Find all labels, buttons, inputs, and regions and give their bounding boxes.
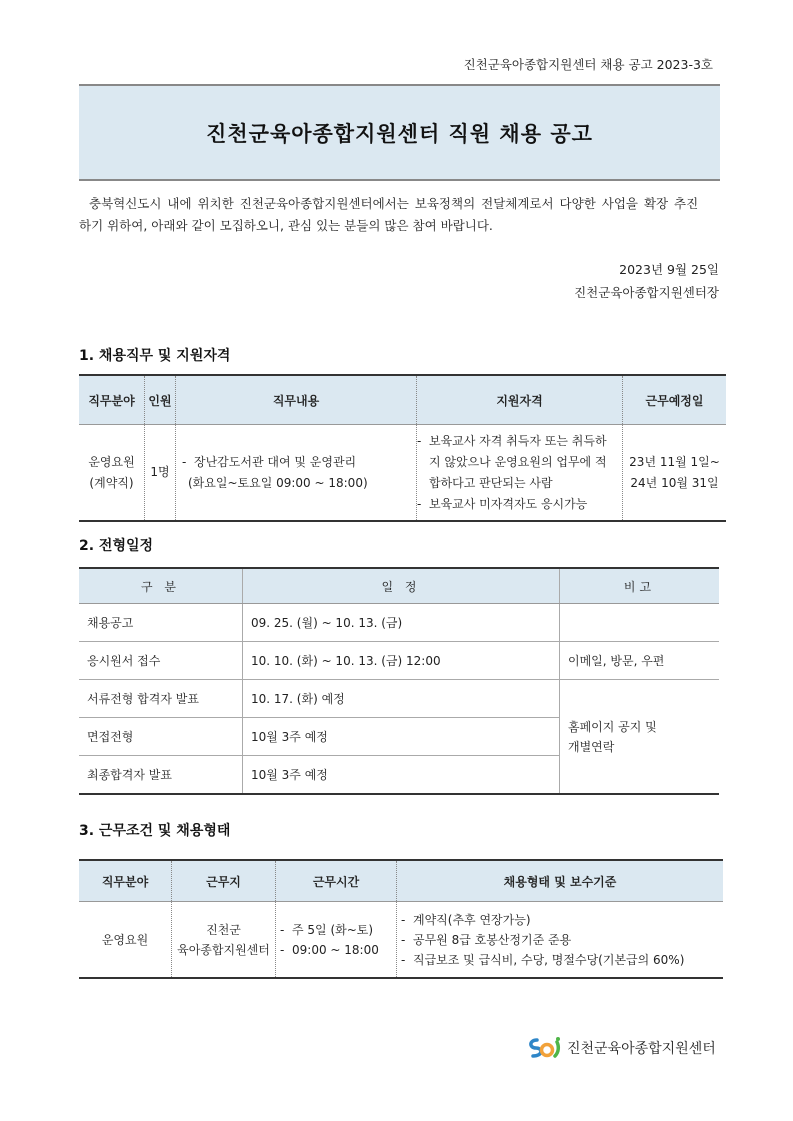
- section-3-title: 3. 근무조건 및 채용형태: [79, 823, 231, 839]
- list-item: - 직급보조 및 급식비, 수당, 명절수당(기본급의 60%): [401, 950, 723, 970]
- th-stage: 구 분: [79, 568, 243, 604]
- list-item: - 공무원 8급 호봉산정기준 준용: [401, 930, 723, 950]
- table-row: [79, 604, 719, 642]
- table-header-row: [79, 568, 719, 604]
- signature: 진천군육아종합지원센터장: [574, 285, 719, 300]
- list-item: - 보육교사 자격 취득자 또는 취득하지 않았으나 운영요원의 업무에 적합하다고 판단되는 사람: [417, 431, 618, 494]
- cell-merged-note: [560, 680, 720, 795]
- table-row: [79, 680, 719, 718]
- schedule-table: [79, 567, 719, 795]
- section-1-title: 1. 채용직무 및 지원자격: [79, 348, 231, 364]
- merged-note-line-2: 개별연락: [568, 739, 615, 754]
- cell-note: [560, 604, 720, 642]
- merged-note-line-1: 홈페이지 공지 및: [568, 719, 657, 734]
- cell-note: 이메일, 방문, 우편: [560, 642, 720, 680]
- th-schedule: 일 정: [243, 568, 560, 604]
- qualification-list: [417, 431, 618, 515]
- cell-stage: 서류전형 합격자 발표: [79, 680, 243, 718]
- th-hours: 근무시간: [276, 860, 397, 902]
- cell-field: 운영요원: [101, 932, 149, 947]
- duty-list: [182, 452, 416, 473]
- work-conditions-table: [79, 859, 723, 979]
- period-start: 23년 11월 1일~: [629, 454, 720, 469]
- duty-hours: (화요일~토요일 09:00 ~ 18:00): [188, 475, 368, 490]
- cell-schedule: 10. 17. (화) 예정: [243, 680, 560, 718]
- table-header-row: [79, 375, 726, 425]
- th-duty: 직무내용: [176, 375, 417, 425]
- cell-qualification: [417, 425, 623, 522]
- section-2-title: 2. 전형일정: [79, 538, 154, 554]
- cell-place: [172, 902, 276, 979]
- logo-text: 진천군육아종합지원센터: [567, 1041, 716, 1057]
- cell-stage: 면접전형: [79, 718, 243, 756]
- place-line-1: 진천군: [206, 922, 241, 937]
- list-item: - 장난감도서관 대여 및 운영관리: [182, 452, 416, 473]
- footer-logo: [527, 1036, 716, 1060]
- th-place: 근무지: [172, 860, 276, 902]
- place-line-2: 육아종합지원센터: [177, 942, 270, 957]
- field-text: 운영요원: [88, 454, 135, 469]
- intro-line-1: 충북혁신도시 내에 위치한 진천군육아종합지원센터에서는 보육정책의 전달체계로서 다양한 사업을 확장 추진: [89, 196, 699, 211]
- th-field: 직무분야: [79, 375, 145, 425]
- list-item: - 계약직(추후 연장가능): [401, 910, 723, 930]
- cell-schedule: 10월 3주 예정: [243, 756, 560, 795]
- th-note: 비고: [560, 568, 720, 604]
- cell-schedule: 09. 25. (월) ~ 10. 13. (금): [243, 604, 560, 642]
- hours-list: [280, 920, 396, 960]
- center-logo-icon: [527, 1036, 563, 1060]
- table-row: [79, 425, 726, 522]
- th-qualification: 지원자격: [417, 375, 623, 425]
- period-end: 24년 10월 31일: [630, 475, 719, 490]
- cell-terms: [397, 902, 724, 979]
- th-terms: 채용형태 및 보수기준: [397, 860, 724, 902]
- th-field: 직무분야: [79, 860, 172, 902]
- table-row: [79, 642, 719, 680]
- list-item: - 보육교사 미자격자도 응시가능: [417, 494, 618, 515]
- cell-stage: 응시원서 접수: [79, 642, 243, 680]
- notice-number: 진천군육아종합지원센터 채용 공고 2023-3호: [463, 57, 713, 72]
- cell-stage: 최종합격자 발표: [87, 768, 172, 782]
- page-title: 진천군육아종합지원센터 직원 채용 공고: [206, 121, 593, 146]
- cell-hours: [276, 902, 397, 979]
- cell-duty: [176, 425, 417, 522]
- intro-line-2: 하기 위하여, 아래와 같이 모집하오니, 관심 있는 분들의 많은 참여 바랍니다.: [79, 218, 493, 233]
- title-banner: [79, 84, 720, 181]
- cell-schedule: 10월 3주 예정: [243, 718, 560, 756]
- intro-paragraph: [79, 193, 720, 237]
- notice-date: 2023년 9월 25일: [619, 262, 719, 277]
- field-subtext: (계약직): [89, 475, 134, 490]
- cell-schedule: 10. 10. (화) ~ 10. 13. (금) 12:00: [243, 642, 560, 680]
- cell-stage: 채용공고: [79, 604, 243, 642]
- table-header-row: [79, 860, 723, 902]
- cell-count: 1명: [145, 425, 176, 522]
- terms-list: [401, 910, 723, 970]
- list-item: - 주 5일 (화~토): [280, 920, 396, 940]
- cell-period: [623, 425, 727, 522]
- cell-field: [79, 425, 145, 522]
- th-count: 인원: [145, 375, 176, 425]
- table-row: [79, 902, 723, 979]
- job-qualification-table: [79, 374, 726, 522]
- th-period: 근무예정일: [623, 375, 727, 425]
- list-item: - 09:00 ~ 18:00: [280, 940, 396, 960]
